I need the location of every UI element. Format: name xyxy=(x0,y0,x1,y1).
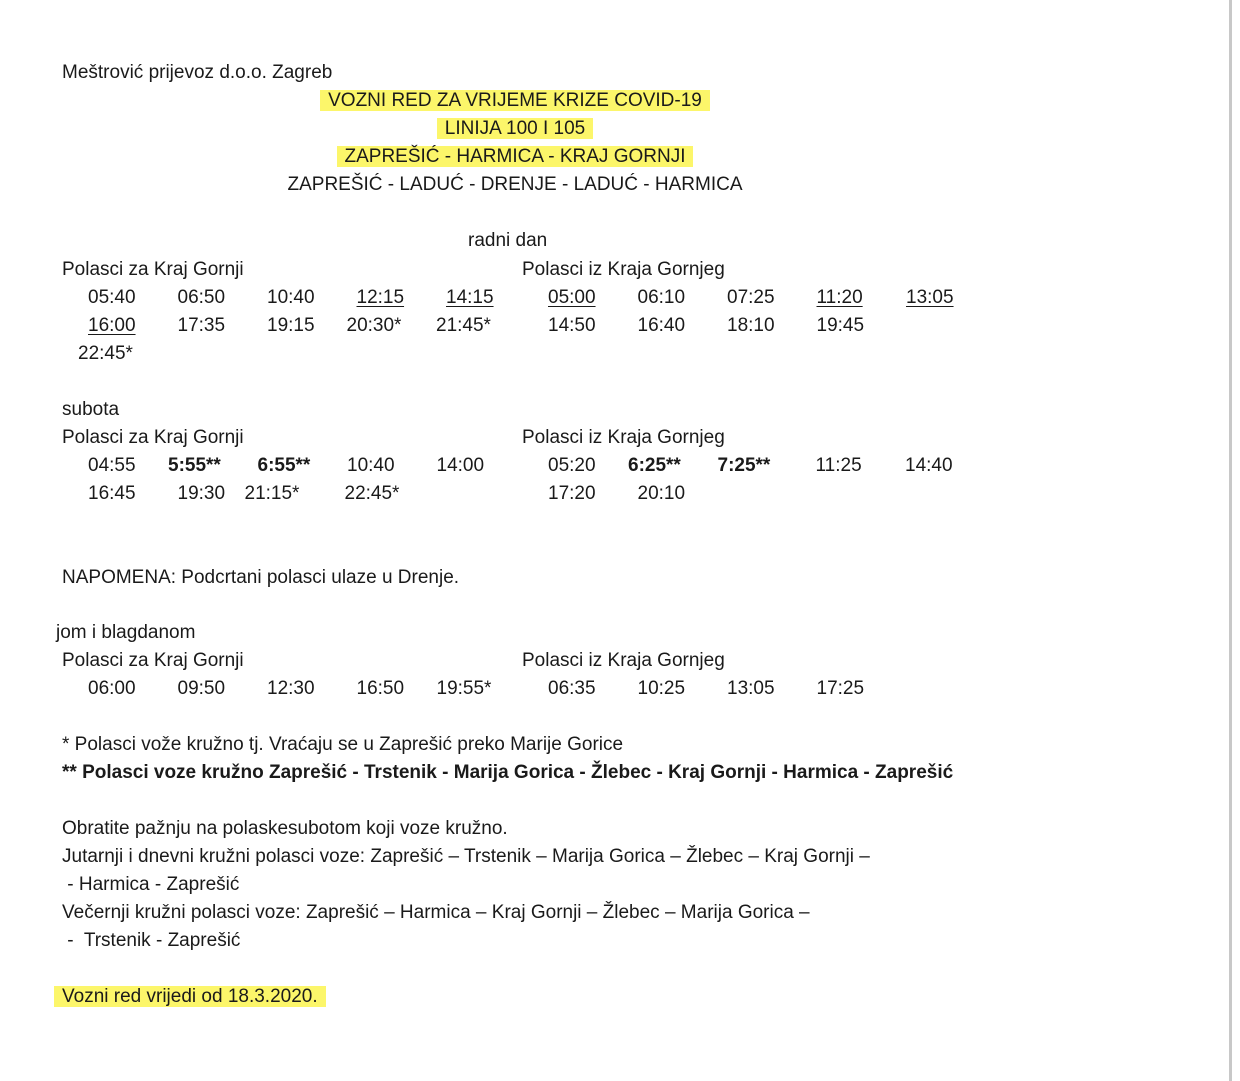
time-cell: 16:45 xyxy=(88,483,136,504)
time-cell-underlined: 05:00 xyxy=(548,287,596,308)
sunday-from-row-1 xyxy=(548,677,906,701)
time-cell-underlined: 12:15 xyxy=(356,287,405,308)
weekday-to-row-1 xyxy=(88,286,536,310)
saturday-to-label: Polasci za Kraj Gornji xyxy=(62,427,244,448)
time-cell-bold: 6:55** xyxy=(257,455,311,476)
time-cell-underlined: 14:15 xyxy=(446,287,494,308)
time-cell-bold: 7:25** xyxy=(717,455,771,476)
time-cell-bold: 5:55** xyxy=(168,455,221,476)
time-cell: 10:40 xyxy=(347,455,395,476)
saturday-from-row-1 xyxy=(548,454,995,478)
time-cell: 10:40 xyxy=(267,287,315,308)
weekday-to-label: Polasci za Kraj Gornji xyxy=(62,259,244,280)
time-cell: 20:10 xyxy=(637,483,686,504)
title-heading xyxy=(0,89,1030,113)
time-cell: 06:50 xyxy=(177,287,226,308)
time-cell: 19:45 xyxy=(816,315,865,336)
time-cell: 20:30* xyxy=(346,315,402,336)
weekday-from-row-2 xyxy=(548,314,906,338)
time-cell: 06:35 xyxy=(548,678,596,699)
time-cell: 05:20 xyxy=(548,455,596,476)
time-cell: 16:40 xyxy=(637,315,686,336)
saturday-label: subota xyxy=(62,399,120,420)
route-text: ZAPREŠIĆ - HARMICA - KRAJ GORNJI xyxy=(337,146,694,167)
sunday-label: jom i blagdanom xyxy=(56,622,196,643)
saturday-to-row-1 xyxy=(88,454,526,478)
time-cell: 18:10 xyxy=(727,315,775,336)
saturday-from-row-2 xyxy=(548,482,727,506)
time-cell: 14:00 xyxy=(436,455,485,476)
time-cell: 07:25 xyxy=(727,287,775,308)
footnote-single: * Polasci vože kružno tj. Vraćaju se u Zaprešić preko Marije Gorice xyxy=(62,734,624,755)
time-cell: 14:40 xyxy=(905,455,953,476)
time-cell: 04:55 xyxy=(88,455,136,476)
saturday-to-row-2 xyxy=(88,482,434,506)
weekday-from-label: Polasci iz Kraja Gornjeg xyxy=(522,259,725,280)
time-cell: 21:45* xyxy=(436,315,491,336)
info-line-1: Obratite pažnju na polaskesubotom koji voze kružno. xyxy=(62,818,508,839)
weekday-from-row-1 xyxy=(548,286,996,310)
time-cell: 19:30 xyxy=(177,483,226,504)
validity-text: Vozni red vrijedi od 18.3.2020. xyxy=(54,986,326,1007)
time-cell: 06:10 xyxy=(637,287,686,308)
info-line-2: Jutarnji i dnevni kružni polasci voze: Zaprešić – Trstenik – Marija Gorica – Žlebec – Kraj Gornji – xyxy=(62,846,870,867)
note-text: NAPOMENA: Podcrtani polasci ulaze u Drenje. xyxy=(62,567,460,588)
time-cell: 10:25 xyxy=(637,678,686,699)
time-cell-underlined: 13:05 xyxy=(906,287,954,308)
company-name: Meštrović prijevoz d.o.o. Zagreb xyxy=(62,62,333,83)
title-text: VOZNI RED ZA VRIJEME KRIZE COVID-19 xyxy=(320,90,710,111)
validity-line xyxy=(54,985,326,1009)
time-cell: 17:25 xyxy=(816,678,865,699)
time-cell: 13:05 xyxy=(727,678,775,699)
time-cell: 19:55* xyxy=(436,678,492,699)
sunday-from-label: Polasci iz Kraja Gornjeg xyxy=(522,650,725,671)
subroute-heading: ZAPREŠIĆ - LADUĆ - DRENJE - LADUĆ - HARMICA xyxy=(287,174,743,195)
weekday-to-row-2 xyxy=(88,314,526,338)
footnote-double: ** Polasci voze kružno Zaprešić - Trstenik - Marija Gorica - Žlebec - Kraj Gornji - Harmica - Zaprešić xyxy=(62,762,954,783)
time-cell: 17:35 xyxy=(177,315,226,336)
sunday-to-label: Polasci za Kraj Gornji xyxy=(62,650,244,671)
info-line-4: Večernji kružni polasci voze: Zaprešić – Harmica – Kraj Gornji – Žlebec – Marija Gorica – xyxy=(62,902,810,923)
time-cell-underlined: 11:20 xyxy=(816,287,863,308)
time-cell: 11:25 xyxy=(815,455,862,476)
time-cell: 05:40 xyxy=(88,287,136,308)
time-cell: 16:50 xyxy=(356,678,405,699)
time-cell: 06:00 xyxy=(88,678,136,699)
weekday-to-row-3 xyxy=(78,342,168,366)
time-cell: 09:50 xyxy=(177,678,226,699)
time-cell: 21:15* xyxy=(244,483,300,504)
info-line-5: - Trstenik - Zaprešić xyxy=(62,930,241,951)
time-cell: 12:30 xyxy=(267,678,315,699)
time-cell: 19:15 xyxy=(267,315,315,336)
time-cell: 17:20 xyxy=(548,483,596,504)
time-cell-bold: 6:25** xyxy=(628,455,681,476)
time-cell: 14:50 xyxy=(548,315,596,336)
time-cell: 22:45* xyxy=(78,343,133,364)
lines-heading xyxy=(0,117,1030,141)
saturday-from-label: Polasci iz Kraja Gornjeg xyxy=(522,427,725,448)
info-line-3: - Harmica - Zaprešić xyxy=(62,874,240,895)
page-edge xyxy=(1229,0,1232,1081)
weekday-label: radni dan xyxy=(468,230,548,251)
lines-text: LINIJA 100 I 105 xyxy=(437,118,594,139)
time-cell: 22:45* xyxy=(344,483,400,504)
route-heading xyxy=(0,145,1030,169)
sunday-to-row-1 xyxy=(88,677,526,701)
time-cell-underlined: 16:00 xyxy=(88,315,136,336)
